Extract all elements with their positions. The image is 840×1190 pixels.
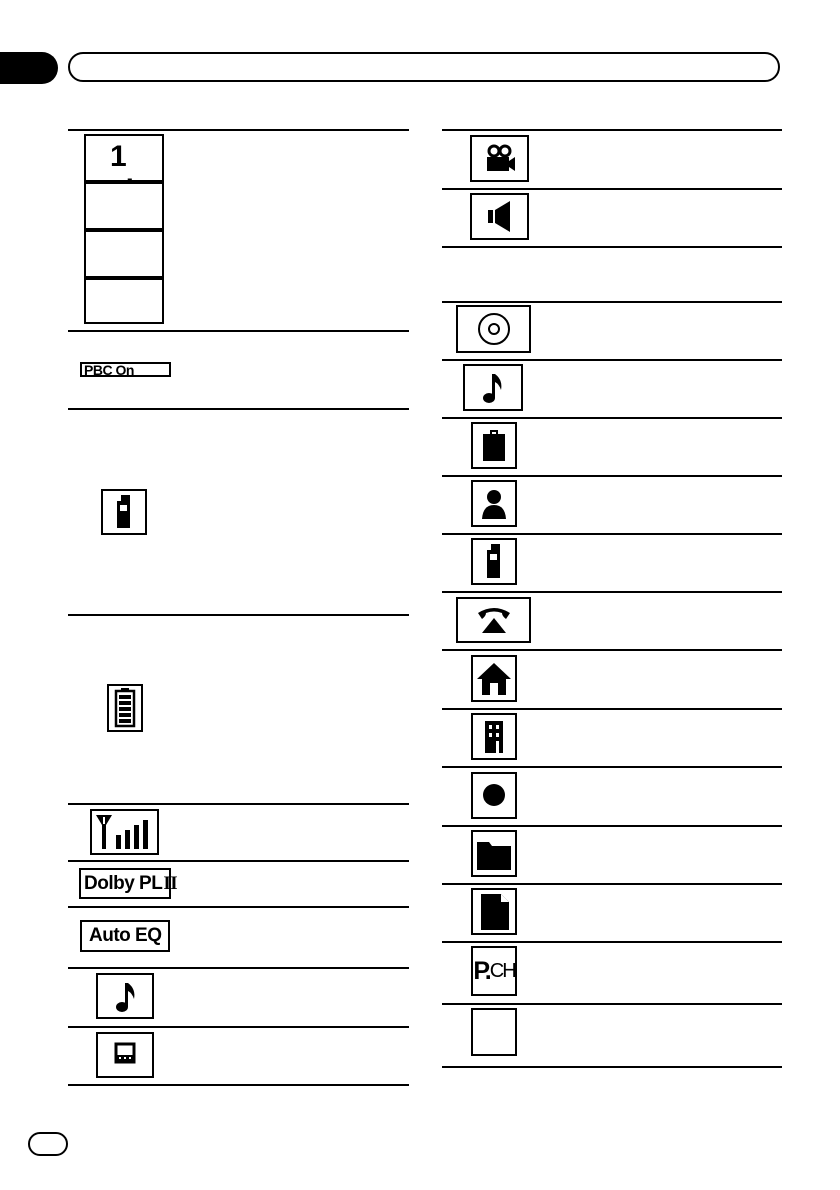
row-divider [442, 129, 782, 131]
row-divider [442, 649, 782, 651]
row-divider [68, 1084, 409, 1086]
row-divider [68, 1026, 409, 1028]
row-divider [68, 408, 409, 410]
row-divider [442, 417, 782, 419]
person-icon [471, 480, 517, 527]
row-divider [442, 766, 782, 768]
header-bar [68, 52, 780, 82]
row-divider [68, 860, 409, 862]
dolby-pl2-icon [79, 868, 178, 899]
mobile-phone-icon [471, 538, 517, 585]
music-note-icon [463, 364, 523, 411]
row-divider [442, 246, 782, 248]
row-divider [442, 1066, 782, 1068]
music-note-icon [96, 973, 154, 1019]
row-divider [68, 967, 409, 969]
file-icon [471, 888, 517, 935]
row-divider [442, 591, 782, 593]
preset-channel-icon [471, 946, 517, 996]
channel-slot-4 [84, 278, 164, 324]
channel-slot-3 [84, 230, 164, 278]
display-icon [96, 1032, 154, 1078]
dolby-label: Dolby PL [84, 872, 163, 894]
channel-slot-2 [84, 182, 164, 230]
pbc-on-icon [80, 362, 171, 377]
row-divider [442, 1003, 782, 1005]
folder-icon [471, 830, 517, 877]
row-divider [442, 301, 782, 303]
section-tab-marker [0, 52, 58, 84]
page-number-badge [28, 1132, 68, 1156]
row-divider [442, 533, 782, 535]
row-divider [68, 614, 409, 616]
mobile-phone-icon [101, 489, 147, 535]
row-divider [442, 883, 782, 885]
channel-label: 1 [110, 140, 126, 173]
phone-handset-icon [456, 597, 531, 643]
row-divider [442, 825, 782, 827]
row-divider [442, 941, 782, 943]
building-icon [471, 713, 517, 760]
video-camera-icon [470, 135, 529, 182]
row-divider [68, 803, 409, 805]
battery-icon [107, 684, 143, 732]
row-divider [68, 906, 409, 908]
row-divider [68, 129, 409, 131]
auto-eq-icon [80, 920, 170, 952]
clipboard-icon [471, 422, 517, 469]
row-divider [442, 475, 782, 477]
auto-eq-label: Auto EQ [89, 925, 162, 946]
signal-strength-icon [90, 809, 159, 855]
row-divider [442, 359, 782, 361]
home-icon [471, 655, 517, 702]
dolby-suffix: II [163, 872, 178, 894]
blank-box-icon [471, 1008, 517, 1056]
row-divider [442, 708, 782, 710]
speaker-icon [470, 193, 529, 240]
row-divider [442, 188, 782, 190]
channel-indicator-icon [84, 134, 164, 182]
record-dot-icon [471, 772, 517, 819]
row-divider [68, 330, 409, 332]
preset-channel-ch: CH [489, 959, 515, 982]
disc-icon [456, 305, 531, 353]
preset-channel-p: P. [473, 956, 490, 985]
pbc-label: PBC On [84, 361, 134, 378]
